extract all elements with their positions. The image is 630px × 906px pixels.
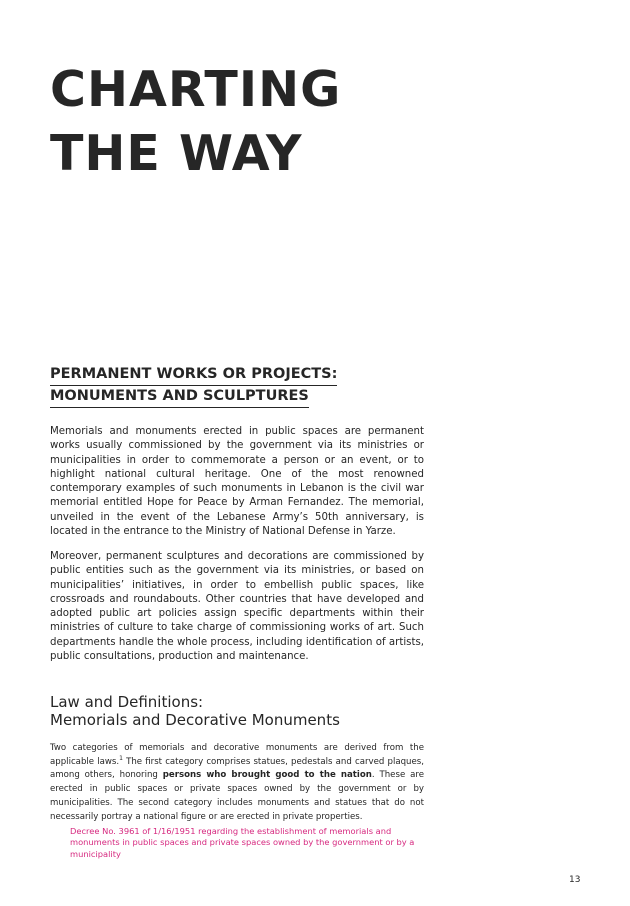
title-line-1: CHARTING [50, 61, 342, 118]
footnote: Decree No. 3961 of 1/16/1951 regarding the establishment of memorials and monuments in public spaces and private spaces owned by the government or by a municipality [70, 826, 415, 859]
section-heading [50, 364, 337, 408]
title-line-2: THE WAY [50, 125, 303, 182]
paragraph-monuments: Memorials and monuments erected in public spaces are permanent works usually commissioned by the government via its ministries or municipalities in order to commemorate a person or an event, or to highlight national cultural heritage. One of the most renowned contemporary examples of such monuments in Lebanon is the civil war memorial entitled Hope for Peace by Arman Fernandez. The memorial, unveiled in the event of the Lebanese Army’s 50th anniversary, is located in the entrance to the Ministry of National Defense in Yarze. [50, 426, 424, 538]
law-text-bold: persons who brought good to the nation [162, 770, 372, 781]
law-text-1: Two categories of memorials and decorative monuments are derived from the applicable laws. [50, 743, 424, 767]
page-number: 13 [569, 875, 581, 885]
section-heading-line-2: MONUMENTS AND SCULPTURES [50, 386, 309, 408]
subheading-line-2: Memorials and Decorative Monuments [50, 711, 340, 729]
footnote-marker: 1 [119, 754, 123, 762]
law-paragraph [50, 742, 424, 824]
subheading-line-1: Law and Definitions: [50, 693, 204, 711]
subheading-law-definitions [50, 693, 340, 729]
page-title [50, 58, 341, 186]
law-text-2: The first category comprises statues, pedestals and carved plaques, among others, honoring [50, 756, 424, 781]
section-heading-line-1: PERMANENT WORKS OR PROJECTS: [50, 364, 337, 386]
paragraph-sculptures: Moreover, permanent sculptures and decorations are commissioned by public entities such as the government via its ministries, or based on municipalities’ initiatives, in order to embellish public spaces, like crossroads and roundabouts. Other countries that have developed and adopted public art policies assign specific departments within their ministries of culture to take charge of commissioning works of art. Such departments handle the whole process, including identification of artists, public consultations, production and maintenance. [50, 551, 424, 663]
law-text-3: . These are erected in public spaces or private spaces owned by the government or by municipalities. The second category includes monuments and statues that do not necessarily portray a national figure or are erected in private properties. [50, 770, 425, 822]
